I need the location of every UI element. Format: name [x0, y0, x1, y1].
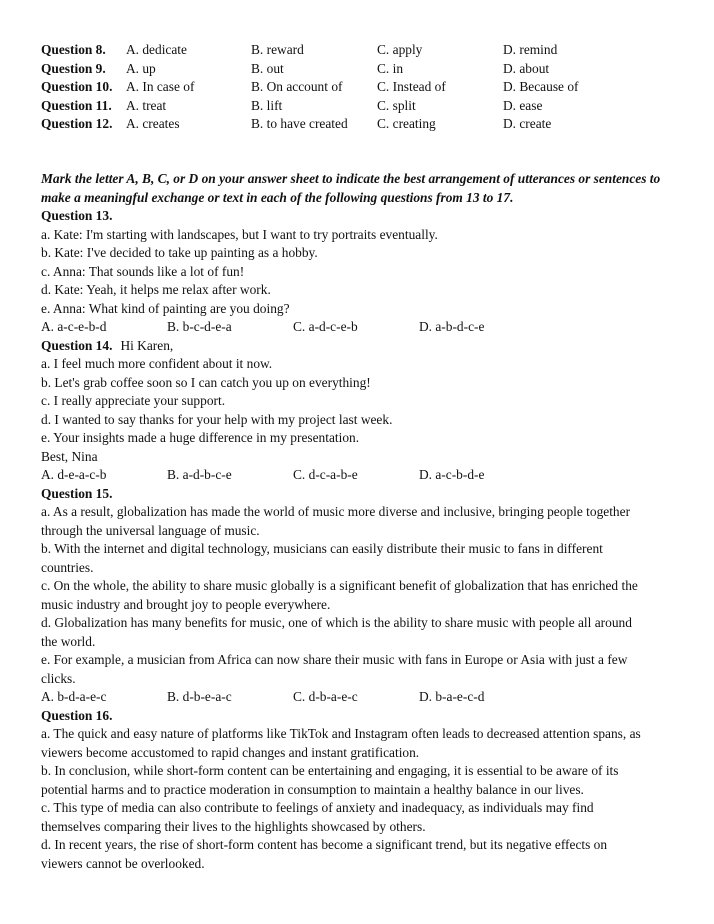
option-d: D. create	[503, 116, 552, 131]
arrangement-section	[41, 170, 673, 873]
sentence-line: a. As a result, globalization has made the world of music more diverse and inclusive, bringing people together	[41, 504, 631, 519]
sentence-line: viewers cannot be overlooked.	[41, 855, 205, 871]
utterance: d. Kate: Yeah, it helps me relax after work.	[41, 282, 271, 297]
sentence-line: c. This type of media can also contribute to feelings of anxiety and inadequacy, as individuals may find	[41, 800, 594, 815]
sentence-line: through the universal language of music.	[41, 522, 260, 538]
option-a: A. treat	[126, 97, 167, 113]
sentence-line: c. On the whole, the ability to share music globally is a significant benefit of globalization that has enriched the	[41, 578, 638, 593]
question-label: Question 11.	[41, 97, 112, 113]
utterance: d. I wanted to say thanks for your help with my project last week.	[41, 411, 393, 427]
question-16-title	[41, 707, 673, 726]
answer-d: D. a-b-d-c-e	[419, 319, 485, 334]
sentence-line: d. In recent years, the rise of short-form content has become a significant trend, but its negative effects on	[41, 837, 608, 852]
sentence-line: a. The quick and easy nature of platforms like TikTok and Instagram often leads to decreased attention spans, as	[41, 726, 641, 741]
utterance: a. Kate: I'm starting with landscapes, but I want to try portraits eventually.	[41, 226, 438, 242]
question-label: Question 15.	[41, 485, 113, 501]
option-b: B. lift	[251, 97, 283, 113]
option-a: A. up	[126, 60, 156, 76]
letter-signoff: Best, Nina	[41, 448, 98, 464]
sentence-line: b. In conclusion, while short-form content can be entertaining and engaging, it is essential to be aware of its	[41, 763, 619, 778]
question-label: Question 16.	[41, 707, 113, 723]
option-d: D. Because of	[503, 79, 579, 94]
answer-a: A. a-c-e-b-d	[41, 319, 107, 334]
question-13-answers	[41, 318, 673, 337]
question-label: Question 8.	[41, 42, 106, 57]
question-label: Question 14.	[41, 337, 113, 353]
question-14-title	[41, 337, 673, 356]
question-label: Question 10.	[41, 79, 113, 94]
sentence-line: the world.	[41, 633, 96, 649]
sentence-line: viewers become accustomed to rapid changes and instant gratification.	[41, 744, 420, 760]
utterance: e. Anna: What kind of painting are you doing?	[41, 300, 290, 316]
option-d: D. ease	[503, 97, 543, 113]
utterance: e. Your insights made a huge difference in my presentation.	[41, 430, 360, 445]
question-label: Question 12.	[41, 116, 113, 131]
option-c: C. split	[377, 97, 416, 113]
option-a: A. In case of	[126, 79, 195, 94]
question-15-title	[41, 485, 673, 504]
sentence-line: e. For example, a musician from Africa can now share their music with fans in Europe or Asia with just a few	[41, 652, 628, 667]
section-instruction: Mark the letter A, B, C, or D on your answer sheet to indicate the best arrangement of utterances or sentences to make a meaningful exchange or text in each of the following questions from 13 to 17.	[41, 171, 661, 205]
sentence-line: b. With the internet and digital technology, musicians can easily distribute their music to fans in different	[41, 541, 603, 556]
letter-greeting: Hi Karen,	[120, 337, 174, 353]
utterance: c. Anna: That sounds like a lot of fun!	[41, 263, 245, 279]
answer-a: A. d-e-a-c-b	[41, 467, 107, 482]
sentence-line: potential harms and to practice moderation in consumption to maintain a healthy balance in our lives.	[41, 781, 584, 797]
option-b: B. On account of	[251, 79, 343, 94]
option-c: C. apply	[377, 42, 423, 57]
option-d: D. about	[503, 60, 550, 76]
option-b: B. out	[251, 60, 284, 76]
question-label: Question 13.	[41, 208, 113, 223]
sentence-line: countries.	[41, 559, 94, 575]
answer-b: B. a-d-b-c-e	[167, 467, 232, 482]
sentence-line: d. Globalization has many benefits for music, one of which is the ability to share music with people all around	[41, 615, 632, 630]
option-b: B. reward	[251, 42, 304, 57]
option-c: C. in	[377, 60, 404, 76]
answer-c: C. d-b-a-e-c	[293, 689, 358, 704]
answer-d: D. b-a-e-c-d	[419, 689, 485, 704]
utterance: c. I really appreciate your support.	[41, 393, 226, 408]
option-c: C. Instead of	[377, 79, 446, 94]
sentence-line: themselves comparing their lives to the highlights showcased by others.	[41, 818, 426, 834]
answer-b: B. b-c-d-e-a	[167, 319, 232, 334]
question-14-answers	[41, 466, 673, 485]
sentence-line: clicks.	[41, 670, 76, 686]
option-b: B. to have created	[251, 116, 348, 131]
utterance: a. I feel much more confident about it now.	[41, 356, 273, 371]
option-d: D. remind	[503, 42, 558, 57]
sentence-line: music industry and brought joy to people everywhere.	[41, 596, 331, 612]
answer-c: C. d-c-a-b-e	[293, 467, 358, 482]
option-a: A. creates	[126, 116, 180, 131]
answer-b: B. d-b-e-a-c	[167, 689, 232, 704]
utterance: b. Let's grab coffee soon so I can catch you up on everything!	[41, 374, 371, 390]
question-13-title	[41, 207, 673, 226]
question-15-answers	[41, 688, 673, 707]
question-label: Question 9.	[41, 60, 106, 76]
answer-a: A. b-d-a-e-c	[41, 689, 107, 704]
answer-d: D. a-c-b-d-e	[419, 467, 485, 482]
option-c: C. creating	[377, 116, 436, 131]
answer-c: C. a-d-c-e-b	[293, 319, 358, 334]
utterance: b. Kate: I've decided to take up painting as a hobby.	[41, 245, 318, 260]
option-a: A. dedicate	[126, 42, 187, 57]
